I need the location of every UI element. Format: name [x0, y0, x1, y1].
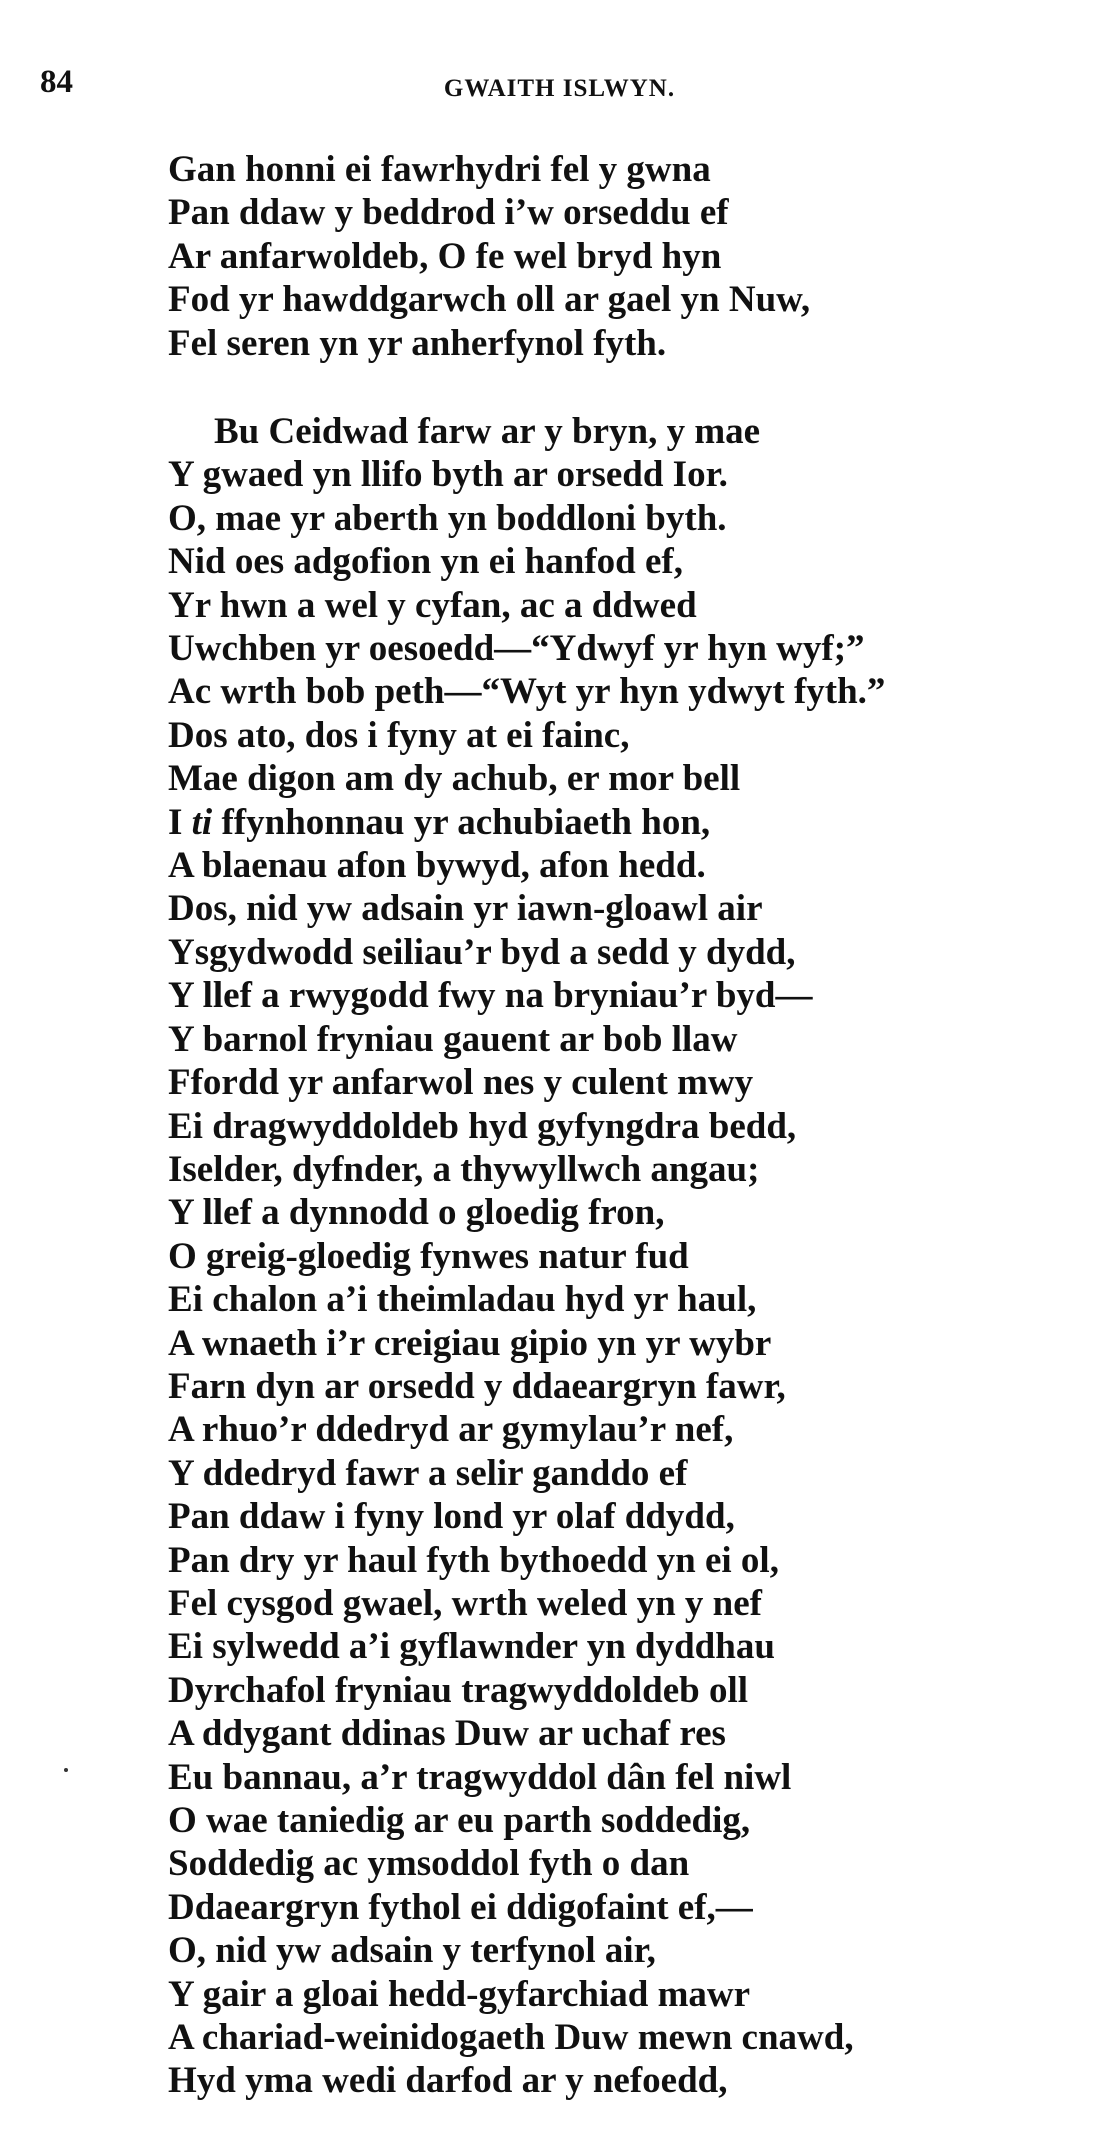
verse-line: Bu Ceidwad farw ar y bryn, y mae — [214, 411, 761, 452]
verse-line: Ei dragwyddoldeb hyd gyfyngdra bedd, — [168, 1105, 797, 1147]
verse-line: Yr hwn a wel y cyfan, ac a ddwed — [168, 584, 697, 626]
stanza-1 — [168, 148, 1088, 365]
verse-line: A blaenau afon bywyd, afon hedd. — [168, 845, 706, 887]
italic-word: ti — [191, 801, 213, 843]
verse-line: Soddedig ac ymsoddol fyth o dan — [168, 1843, 690, 1885]
verse-line — [168, 801, 1088, 844]
verse-line: Uwchben yr oesoedd—“Ydwyf yr hyn wyf;” — [168, 628, 865, 670]
verse-line: O wae taniedig ar eu parth soddedig, — [168, 1800, 751, 1841]
verse-line: Y llef a dynnodd o gloedig fron, — [168, 1192, 665, 1234]
verse-line: Fod yr hawddgarwch oll ar gael yn Nuw, — [168, 279, 811, 321]
verse-line: O, mae yr aberth yn boddloni byth. — [168, 497, 727, 539]
verse-line: Pan ddaw i fyny lond yr olaf ddydd, — [168, 1496, 735, 1538]
verse-line: Y gwaed yn llifo byth ar orsedd Ior. — [168, 454, 728, 496]
running-head: GWAITH ISLWYN. — [443, 75, 676, 102]
verse-line: Hyd yma wedi darfod ar y nefoedd, — [168, 2060, 728, 2102]
ink-speck — [64, 1768, 68, 1772]
verse-line: Dyrchafol fryniau tragwyddoldeb oll — [168, 1669, 749, 1711]
verse-line: A ddygant ddinas Duw ar uchaf res — [168, 1713, 726, 1755]
verse-line: Y barnol fryniau gauent ar bob llaw — [168, 1018, 738, 1060]
verse-line: A rhuo’r ddedryd ar gymylau’r nef, — [168, 1409, 734, 1451]
verse-line: Y ddedryd fawr a selir ganddo ef — [168, 1452, 688, 1494]
verse-line: Fel cysgod gwael, wrth weled yn y nef — [168, 1582, 762, 1624]
verse-line-rest: ffynhonnau yr achubiaeth hon, — [221, 801, 711, 843]
verse-line: Ddaeargryn fythol ei ddigofaint ef,— — [168, 1886, 753, 1928]
stanza-2 — [168, 410, 1088, 2103]
verse-line: Fel seren yn yr anherfynol fyth. — [168, 322, 667, 364]
verse-line: Pan dry yr haul fyth bythoedd yn ei ol, — [168, 1539, 779, 1581]
verse-line: Ysgydwodd seiliau’r byd a sedd y dydd, — [168, 931, 796, 973]
verse-line: A wnaeth i’r creigiau gipio yn yr wybr — [168, 1322, 772, 1364]
page-number: 84 — [40, 64, 73, 100]
verse-line: A chariad-weinidogaeth Duw mewn cnawd, — [168, 2017, 854, 2059]
verse-line: Pan ddaw y beddrod i’w orseddu ef — [168, 192, 729, 234]
verse-line: Dos ato, dos i fyny at ei fainc, — [168, 714, 630, 756]
verse-line: Ar anfarwoldeb, O fe wel bryd hyn — [168, 235, 722, 277]
verse-line: Nid oes adgofion yn ei hanfod ef, — [168, 541, 683, 583]
verse-line-start: I — [168, 801, 183, 843]
verse-line: O greig-gloedig fynwes natur fud — [168, 1235, 689, 1277]
verse-line: Gan honni ei fawrhydri fel y gwna — [168, 149, 711, 190]
verse-line: Iselder, dyfnder, a thywyllwch angau; — [168, 1148, 760, 1190]
verse-line: Dos, nid yw adsain yr iawn-gloawl air — [168, 888, 763, 930]
verse-line: Ac wrth bob peth—“Wyt yr hyn ydwyt fyth.” — [168, 671, 886, 713]
verse-line: O, nid yw adsain y terfynol air, — [168, 1930, 656, 1972]
verse-line: Y llef a rwygodd fwy na bryniau’r byd— — [168, 975, 813, 1017]
verse-line: Y gair a gloai hedd-gyfarchiad mawr — [168, 1973, 751, 2015]
verse-line: Mae digon am dy achub, er mor bell — [168, 758, 741, 800]
verse-line: Ei sylwedd a’i gyflawnder yn dyddhau — [168, 1626, 775, 1668]
verse-line: Ei chalon a’i theimladau hyd yr haul, — [168, 1279, 757, 1321]
verse-line: Ffordd yr anfarwol nes y culent mwy — [168, 1062, 754, 1104]
verse-line: Eu bannau, a’r tragwyddol dân fel niwl — [168, 1756, 792, 1798]
verse-line: Farn dyn ar orsedd y ddaeargryn fawr, — [168, 1365, 786, 1407]
